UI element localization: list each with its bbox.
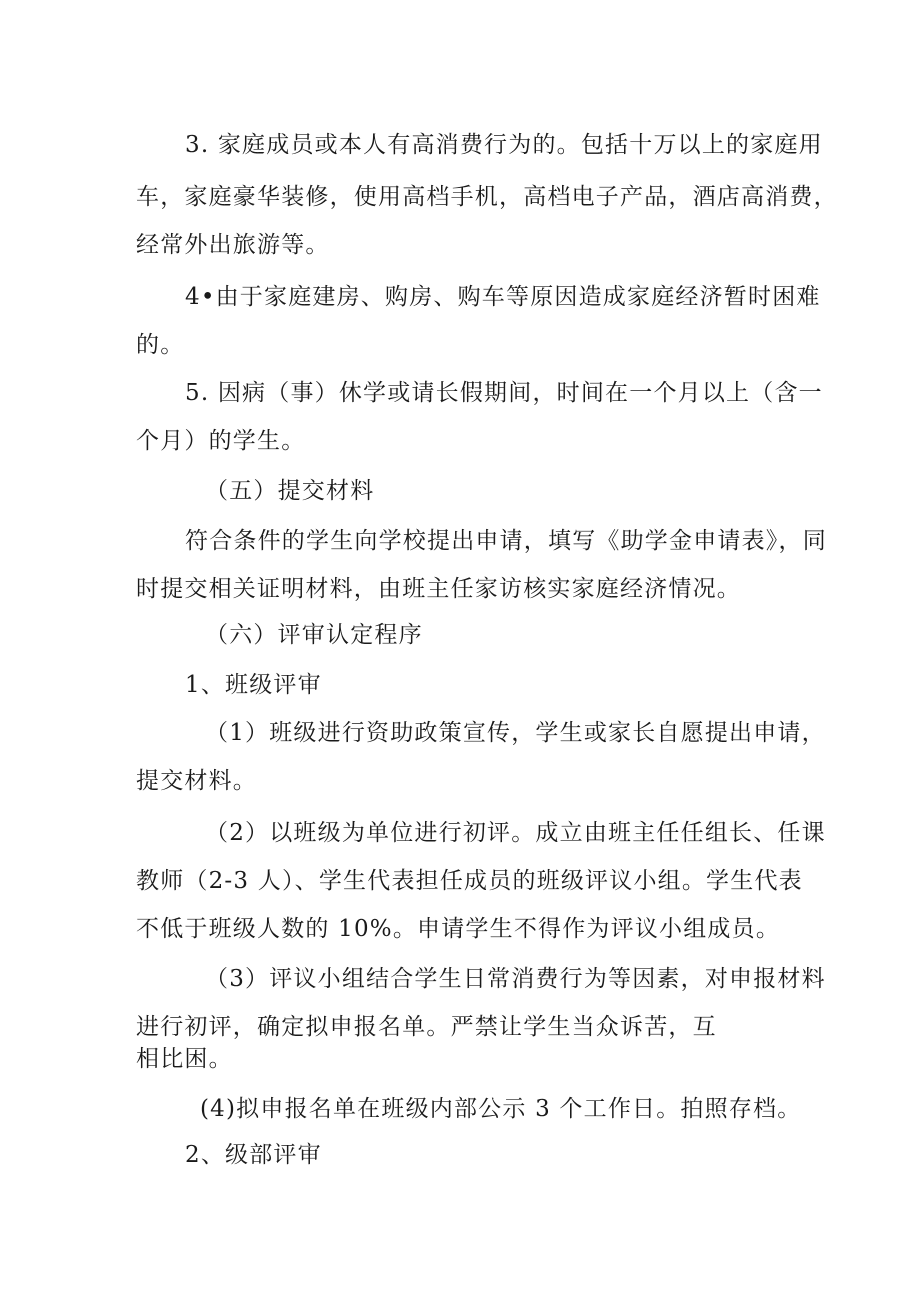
item-2-line-2: 教师（2-3 人）、学生代表担任成员的班级评议小组。学生代表 (136, 868, 803, 894)
paragraph-5-line-2: 个月）的学生。 (136, 428, 306, 454)
paragraph-3-line-3: 经常外出旅游等。 (136, 232, 330, 258)
item-3-line-1: （3）评议小组结合学生日常消费行为等因素，对申报材料 (205, 966, 826, 992)
item-2-line-1: （2）以班级为单位进行初评。成立由班主任任组长、任课 (205, 820, 826, 846)
item-1-line-2: 提交材料。 (136, 768, 257, 794)
item-2-line-3: 不低于班级人数的 10%。申请学生不得作为评议小组成员。 (136, 916, 781, 942)
item-1-line-1: （1）班级进行资助政策宣传，学生或家长自愿提出申请， (205, 720, 826, 746)
paragraph-5-line-1: 5. 因病（事）休学或请长假期间，时间在一个月以上（含一 (185, 380, 823, 406)
paragraph-4-line-1: 4•由于家庭建房、购房、购车等原因造成家庭经济暂时困难 (185, 284, 821, 310)
section-heading-5: （五）提交材料 (205, 478, 375, 504)
paragraph-3-line-2: 车，家庭豪华装修，使用高档手机，高档电子产品，酒店高消费， (136, 184, 838, 210)
paragraph-submit-line-2: 时提交相关证明材料，由班主任家访核实家庭经济情况。 (136, 576, 741, 602)
section-heading-6: （六）评审认定程序 (205, 622, 423, 648)
subsection-heading-2: 2、级部评审 (185, 1142, 322, 1168)
paragraph-3-line-1: 3. 家庭成员或本人有高消费行为的。包括十万以上的家庭用 (185, 132, 823, 158)
item-4-line-1: (4)拟申报名单在班级内部公示 3 个工作日。拍照存档。 (200, 1096, 802, 1122)
paragraph-4-line-2: 的。 (136, 332, 185, 358)
subsection-heading-1: 1、班级评审 (185, 672, 322, 698)
item-3-line-2: 进行初评，确定拟申报名单。严禁让学生当众诉苦，互 (136, 1014, 717, 1040)
paragraph-submit-line-1: 符合条件的学生向学校提出申请，填写《助学金申请表》，同 (185, 528, 827, 554)
item-3-line-3: 相比困。 (136, 1046, 233, 1072)
